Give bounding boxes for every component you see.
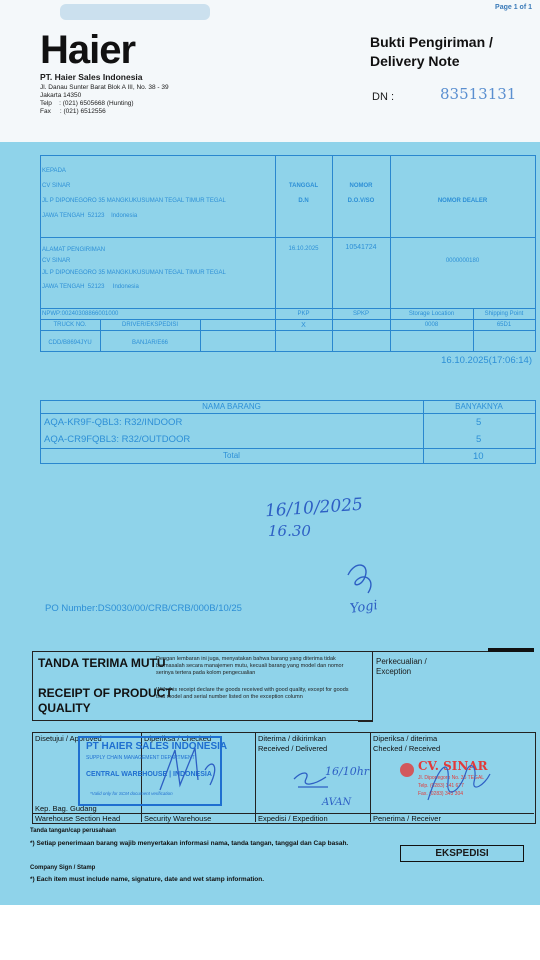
- ship-address: JAWA TENGAH 52123 Indonesia: [42, 284, 139, 290]
- divider: [370, 732, 371, 822]
- driver-handwritten-time: 16/10hr: [325, 765, 370, 778]
- checked-label: Diperiksa / Checked: [144, 734, 212, 743]
- item-qty: 5: [476, 434, 482, 445]
- divider: [40, 413, 535, 414]
- stamp-emblem: [400, 763, 414, 777]
- receipt-title-en-2: QUALITY: [38, 701, 91, 715]
- tanggal-sub: D.N: [298, 198, 309, 204]
- stamp-line: CENTRAL WAREHOUSE | INDONESIA: [86, 771, 212, 778]
- delivered-label-en: Received / Delivered: [258, 744, 328, 753]
- customer-name: CV SINAR: [42, 183, 71, 189]
- item-name: AQA-CR9FQBL3: R32/OUTDOOR: [44, 434, 191, 445]
- ship-name: CV SINAR: [42, 258, 71, 264]
- truck-value: CDD/B8694JYU: [48, 340, 92, 346]
- stamp-line: Telp. (0283) 341 677: [418, 783, 464, 789]
- footer-sign-label-en: Company Sign / Stamp: [30, 865, 96, 871]
- receipt-title-id: TANDA TERIMA MUTU: [38, 656, 166, 670]
- security-label: Security Warehouse: [144, 814, 212, 823]
- divider: [40, 308, 535, 309]
- delivered-label: Diterima / dikirimkan: [258, 734, 326, 743]
- company-address-line: Jl. Danau Sunter Barat Blok A III, No. 38 - 39: [40, 84, 169, 91]
- kepada-label: KEPADA: [42, 168, 66, 174]
- doc-title-id: Bukti Pengiriman /: [370, 34, 493, 50]
- received-label-en: Checked / Received: [373, 744, 441, 753]
- divider: [488, 648, 534, 652]
- order-value: 10541724: [345, 244, 377, 251]
- divider: [32, 651, 372, 652]
- npwp-text: NPWP:00240308866001000: [42, 311, 119, 317]
- stamp-line: SUPPLY CHAIN MANAGEMENT DEPARTMENT: [86, 755, 195, 761]
- divider: [40, 448, 535, 449]
- total-value: 10: [473, 451, 484, 462]
- stamp-line: PT HAIER SALES INDONESIA: [86, 741, 228, 752]
- exception-label: Exception: [376, 667, 412, 676]
- truck-label: TRUCK NO.: [53, 322, 87, 328]
- footer-note-en: *) Each item must include name, signature, date and wet stamp information.: [30, 876, 265, 883]
- warehouse-head-label: Warehouse Section Head: [35, 814, 121, 823]
- customer-address: JL P DIPONEGORO 35 MANGKUKUSUMAN TEGAL TIMUR TEGAL: [42, 198, 226, 204]
- ekspedisi-box: EKSPEDISI: [400, 845, 524, 862]
- handwritten-time: 16.30: [268, 522, 311, 540]
- penerima-label: Penerima / Receiver: [373, 814, 441, 823]
- driver-value: BANJAR/E66: [131, 340, 168, 346]
- receipt-text-id: Dengan lembaran ini juga, menyatakan bahwa barang yang diterima tidak bermasalah secara manajemen mutu, kecuali barang yang model dan nomor serinya tertera pada kolom pengecualian: [156, 656, 344, 676]
- dealer-label: NOMOR DEALER: [437, 198, 488, 204]
- receipt-text-en: With this receipt declare the goods received with good quality, except for goods that model and serial number listed on the exception column: [156, 687, 349, 700]
- spkp-label: SPKP: [352, 311, 369, 317]
- signature-name: Yogi: [349, 598, 379, 617]
- storage-value: 0008: [424, 322, 439, 328]
- received-label: Diperiksa / diterima: [373, 734, 438, 743]
- expedisi-label: Expedisi / Expedition: [258, 814, 328, 823]
- shipping-value: 65D1: [496, 322, 512, 328]
- divider: [40, 237, 535, 238]
- ship-address: JL P DIPONEGORO 35 MANGKUKUSUMAN TEGAL TIMUR TEGAL: [42, 270, 226, 276]
- scan-smudge: [60, 4, 210, 20]
- exception-label: Perkecualian /: [376, 657, 427, 666]
- po-number: PO Number:DS0030/00/CRB/CRB/000B/10/25: [45, 603, 242, 614]
- page-label: Page 1 of 1: [495, 4, 532, 11]
- shipping-label: Shipping Point: [484, 311, 524, 317]
- dn-number: 83513131: [440, 85, 517, 103]
- name-header: NAMA BARANG: [202, 402, 261, 411]
- receipt-title-en: RECEIPT OF PRODUCT: [38, 686, 173, 700]
- doc-title-en: Delivery Note: [370, 53, 460, 69]
- handwritten-date: 16/10/2025: [264, 494, 364, 522]
- nomor-label: NOMOR: [349, 183, 373, 189]
- nomor-sub: D.O.V/SO: [347, 198, 375, 204]
- item-name: AQA-KR9F-QBL3: R32/INDOOR: [44, 417, 183, 428]
- dealer-value: 0000000180: [445, 258, 480, 264]
- stamp-line: *Valid only for SCM document verification: [90, 791, 173, 796]
- company-name: PT. Haier Sales Indonesia: [40, 72, 143, 82]
- total-label: Total: [223, 451, 240, 460]
- tanggal-label: TANGGAL: [288, 183, 319, 189]
- divider: [40, 319, 535, 320]
- item-qty: 5: [476, 417, 482, 428]
- qty-header: BANYAKNYA: [455, 402, 503, 411]
- checker-signature: [150, 740, 230, 800]
- driver-handwritten-name: AVAN: [322, 797, 352, 808]
- divider: [40, 330, 535, 331]
- company-fax: Fax : (021) 6512556: [40, 108, 106, 115]
- stamp-line: Fax. (0283) 343 304: [418, 791, 464, 797]
- storage-label: Storage Location: [408, 311, 455, 317]
- pkp-label: PKP: [297, 311, 310, 317]
- divider: [32, 720, 372, 721]
- receiver-signature: [420, 752, 500, 808]
- divider: [255, 732, 256, 822]
- stamp-company: CV. SINAR: [418, 759, 488, 773]
- divider: [200, 319, 201, 351]
- receipt-bracket: [358, 651, 373, 722]
- approved-label: Disetujui / Approved: [35, 734, 102, 743]
- company-address-line: Jakarta 14350: [40, 92, 82, 99]
- dn-label: DN :: [372, 91, 394, 103]
- print-timestamp: 16.10.2025(17:06:14): [441, 355, 532, 366]
- haier-logo: Haier: [40, 28, 136, 72]
- handwritten-signature: [340, 555, 385, 600]
- driver-label: DRIVER/EKSPEDISI: [121, 322, 178, 328]
- company-phone: Telp : (021) 6505668 (Hunting): [40, 100, 134, 107]
- receipt-bracket: [32, 651, 33, 720]
- customer-address: JAWA TENGAH 52123 Indonesia: [42, 213, 138, 219]
- pkp-value: X: [301, 322, 306, 329]
- footer-sign-label: Tanda tangan/cap perusahaan: [30, 828, 116, 834]
- footer-note-id: *) Setiap penerimaan barang wajib menyertakan informasi nama, tanda tangan, tanggal dan Cap basah.: [30, 840, 349, 847]
- kep-bag-label: Kep. Bag. Gudang: [35, 804, 97, 813]
- stamp-line: Jl. Diponegoro No. 35 TEGAL: [418, 775, 485, 781]
- alamat-label: ALAMAT PENGIRIMAN: [42, 247, 106, 253]
- date-value: 16.10.2025: [288, 246, 319, 252]
